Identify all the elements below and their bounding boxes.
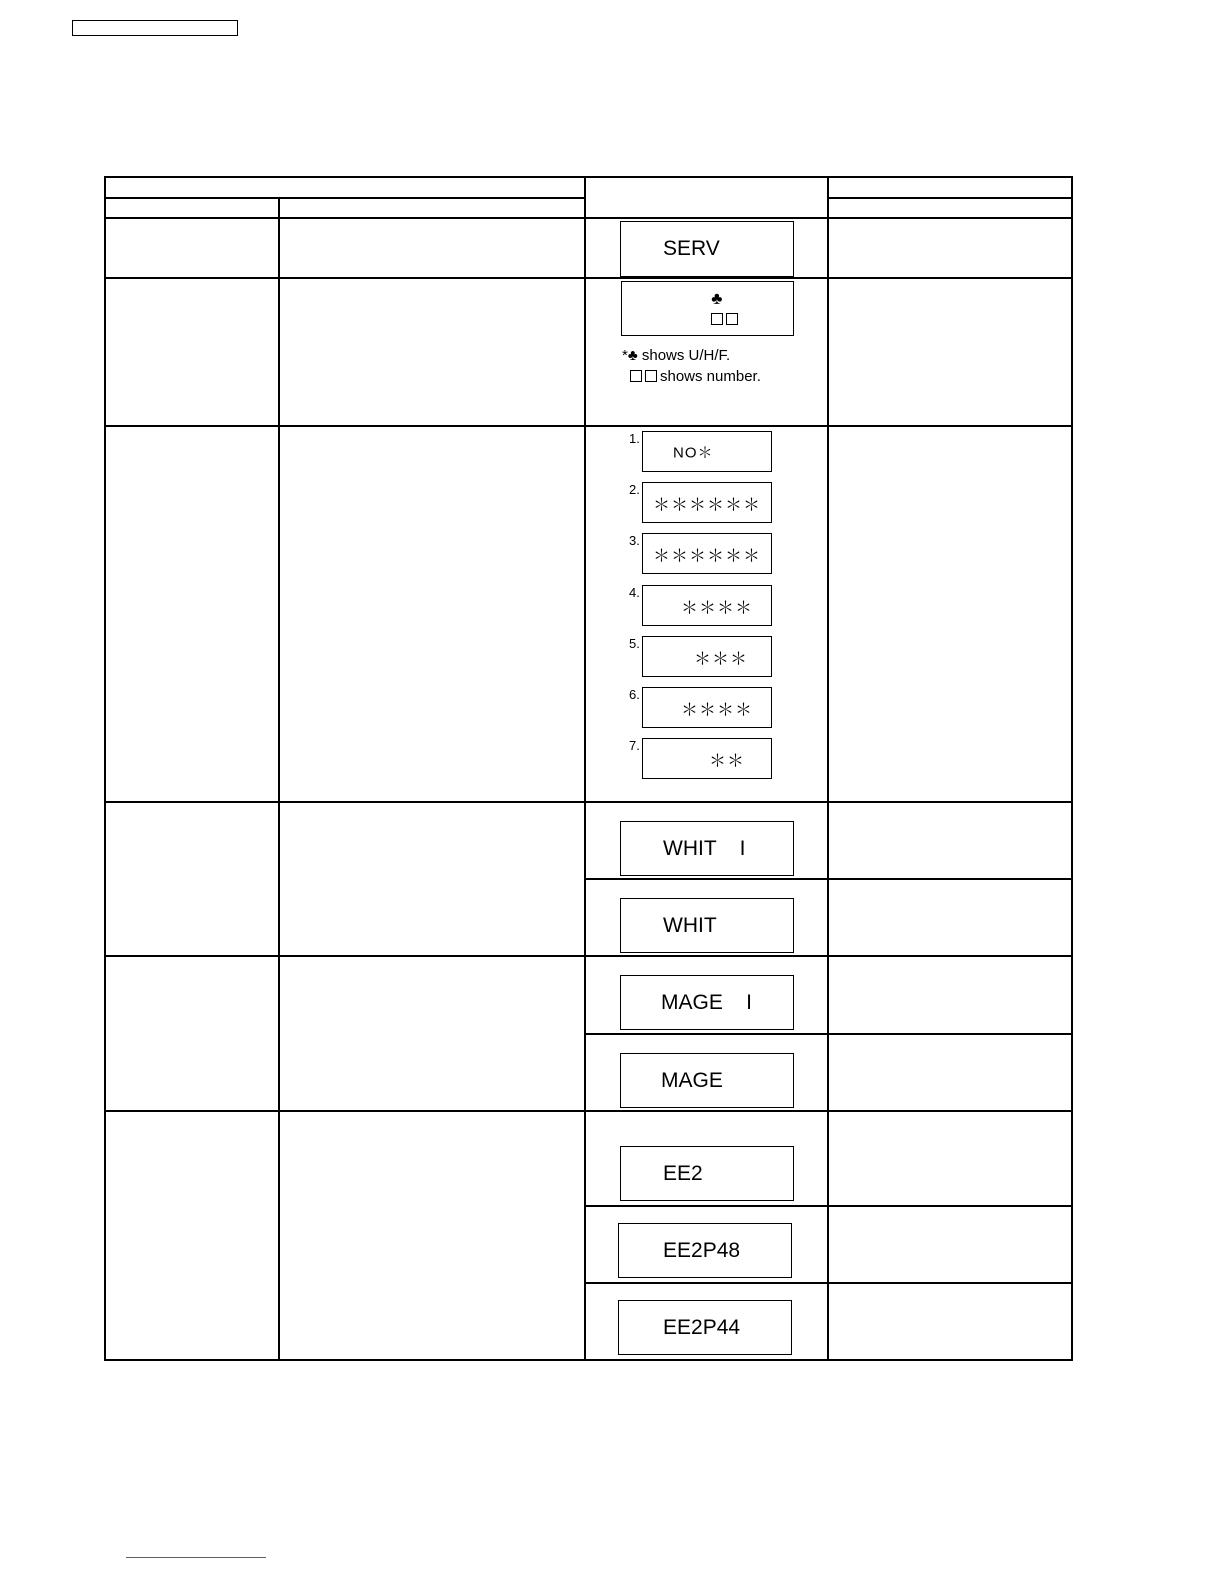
cell-remarks: [828, 802, 1072, 879]
digit-box-icon: [711, 313, 723, 325]
legend-line-1: [622, 347, 730, 364]
row-serv: [105, 218, 1072, 278]
lcd-text: ＊＊＊: [694, 649, 748, 668]
cell-display: [585, 1111, 828, 1206]
row-code: [105, 278, 1072, 426]
lcd-display: [642, 636, 772, 677]
lcd-display: [618, 1300, 792, 1355]
cell-remarks: [828, 1206, 1072, 1283]
header-row-1: [105, 177, 1072, 198]
service-mode-table: [104, 176, 1073, 1361]
header-cell-item: [105, 177, 585, 198]
lcd-text: ＊＊＊＊＊＊: [653, 495, 761, 514]
header-box: [72, 20, 238, 36]
step-number: 1.: [629, 431, 640, 446]
digit-box-icon: [726, 313, 738, 325]
cell-display: [585, 426, 828, 802]
cell-display: [585, 1206, 828, 1283]
cell-item: [105, 278, 279, 426]
lcd-display: [642, 533, 772, 574]
lcd-text: MAGE I: [661, 990, 753, 1014]
cell-display: [585, 956, 828, 1034]
cell-item: [105, 802, 279, 956]
cell-remarks: [828, 278, 1072, 426]
lcd-text: ＊＊＊＊＊＊: [653, 546, 761, 565]
step-number: 2.: [629, 482, 640, 497]
lcd-display: [642, 585, 772, 626]
header-cell-sub2: [279, 198, 585, 218]
lcd-text: ＊＊: [709, 751, 745, 770]
cell-item: [105, 426, 279, 802]
lcd-text: ＊＊＊＊: [681, 598, 753, 617]
cell-operation: [279, 218, 585, 278]
lcd-text: EE2P48: [663, 1238, 741, 1262]
row-steps: [105, 426, 1072, 802]
header-cell-display: [585, 177, 828, 218]
lcd-display: [620, 1146, 794, 1201]
cell-remarks: [828, 956, 1072, 1034]
cell-operation: [279, 426, 585, 802]
step-number: 6.: [629, 687, 640, 702]
club-icon: ♣: [711, 288, 723, 308]
cell-display: [585, 802, 828, 879]
cell-display: [585, 1034, 828, 1111]
lcd-display: [642, 431, 772, 472]
cell-item: [105, 956, 279, 1111]
lcd-display: [620, 1053, 794, 1108]
step-number: 3.: [629, 533, 640, 548]
lcd-text: SERV: [663, 237, 720, 260]
cell-display: [585, 278, 828, 426]
lcd-display: [620, 821, 794, 876]
lcd-display: [620, 975, 794, 1030]
lcd-text: WHIT I: [663, 836, 746, 860]
header-cell-remarks: [828, 177, 1072, 198]
lcd-text: MAGE: [661, 1068, 723, 1092]
cell-remarks: [828, 879, 1072, 956]
step-number: 5.: [629, 636, 640, 651]
lcd-text: NO＊: [673, 444, 714, 461]
cell-item: [105, 218, 279, 278]
row-mage-1: [105, 956, 1072, 1034]
lcd-display: [620, 898, 794, 953]
lcd-text: EE2: [663, 1161, 703, 1185]
cell-operation: [279, 956, 585, 1111]
legend-text: shows number.: [660, 368, 761, 385]
cell-remarks: [828, 1283, 1072, 1360]
cell-operation: [279, 802, 585, 956]
digit-box-icon: [645, 370, 657, 382]
cell-item: [105, 1111, 279, 1360]
cell-remarks: [828, 1034, 1072, 1111]
footer-link-underline: [126, 1557, 266, 1558]
row-whit-1: [105, 802, 1072, 879]
digit-box-icon: [630, 370, 642, 382]
cell-operation: [279, 1111, 585, 1360]
header-cell-sub1: [105, 198, 279, 218]
lcd-display: [621, 281, 794, 336]
lcd-text: [664, 269, 741, 349]
cell-operation: [279, 278, 585, 426]
legend-line-2: [630, 368, 761, 385]
lcd-display: [618, 1223, 792, 1278]
asterisk: *: [622, 347, 628, 364]
legend-text: shows U/H/F.: [637, 347, 731, 364]
lcd-text: ＊＊＊＊: [681, 700, 753, 719]
cell-remarks: [828, 1111, 1072, 1206]
cell-display: [585, 1283, 828, 1360]
step-number: 4.: [629, 585, 640, 600]
cell-remarks: [828, 218, 1072, 278]
lcd-display: [642, 687, 772, 728]
lcd-text: WHIT: [663, 913, 717, 937]
step-number: 7.: [629, 738, 640, 753]
cell-remarks: [828, 426, 1072, 802]
lcd-display: [642, 738, 772, 779]
lcd-display: [642, 482, 772, 523]
header-cell-sub3: [828, 198, 1072, 218]
lcd-text: EE2P44: [663, 1315, 741, 1339]
row-ee2-1: [105, 1111, 1072, 1206]
club-icon: ♣: [627, 347, 638, 364]
cell-display: [585, 879, 828, 956]
